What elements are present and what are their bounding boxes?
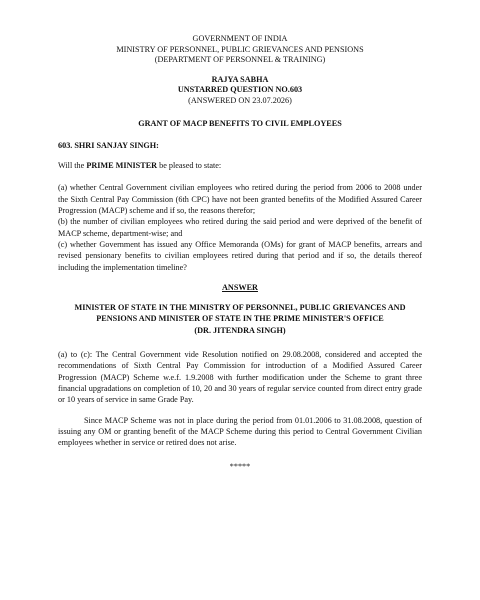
question-b: (b) the number of civilian employees who retired during the said period and were deprived of the benefit of MACP scheme, department-wise; and: [58, 217, 422, 238]
end-mark: *****: [229, 462, 251, 472]
prompt-minister: PRIME MINISTER: [86, 161, 158, 171]
ministry-line: MINISTRY OF PERSONNEL, PUBLIC GRIEVANCES AND PENSIONS: [116, 44, 364, 54]
answer-heading: ANSWER: [222, 282, 258, 292]
answer-paragraph-2: Since MACP Scheme was not in place during the period from 01.01.2006 to 31.08.2008, question of issuing any OM or granting benefit of the MACP Scheme during this period to Central Government Civilian employees whether in service or retired does not arise.: [58, 415, 422, 448]
minister-name: (DR. JITENDRA SINGH): [194, 325, 286, 335]
house-name: RAJYA SABHA: [211, 74, 269, 84]
answer-paragraph-1: (a) to (c): The Central Government vide Resolution notified on 29.08.2008, considered and accepted the recommendations of Sixth Central Pay Commission for introduction of a Modified Assured Career Progression (MACP) Scheme w.e.f. 1.9.2008 with further modification under the Scheme to grant three financial upgradations on completion of 10, 20 and 30 years of regular service counted from direct entry grade or 10 years of service in same Grade Pay.: [58, 350, 422, 405]
question-list: [58, 182, 422, 272]
question-prompt: [58, 160, 422, 171]
question-c: (c) whether Government has issued any Office Memoranda (OMs) for grant of MACP benefits, arrears and revised pensionary benefits to civilian employees retired during that period and if so, the details thereof including the implementation timeline?: [58, 239, 422, 272]
government-line: GOVERNMENT OF INDIA: [192, 34, 288, 43]
subject-title: GRANT OF MACP BENEFITS TO CIVIL EMPLOYEES: [138, 118, 342, 128]
question-number: UNSTARRED QUESTION NO.603: [177, 85, 303, 95]
minister-title: MINISTER OF STATE IN THE MINISTRY OF PERSONNEL, PUBLIC GRIEVANCES AND PENSIONS AND MINISTER OF STATE IN THE PRIME MINISTER'S OFFICE: [74, 303, 406, 324]
prompt-pre: Will the: [58, 161, 87, 171]
question-header: [58, 75, 422, 107]
asker-name: 603. SHRI SANJAY SINGH:: [58, 140, 159, 150]
question-a: (a) whether Central Government civilian employees who retired during the period from 2006 to 2008 under the Sixth Central Pay Commission (6th CPC) have not been granted benefits of the Modified Assured Career Progression (MACP) scheme and if so, the reasons therefor;: [58, 183, 422, 216]
document-header: [58, 34, 422, 66]
prompt-post: be pleased to state:: [157, 161, 222, 171]
answered-date: (ANSWERED ON 23.07.2026): [188, 95, 292, 105]
department-line: (DEPARTMENT OF PERSONNEL & TRAINING): [154, 55, 326, 65]
